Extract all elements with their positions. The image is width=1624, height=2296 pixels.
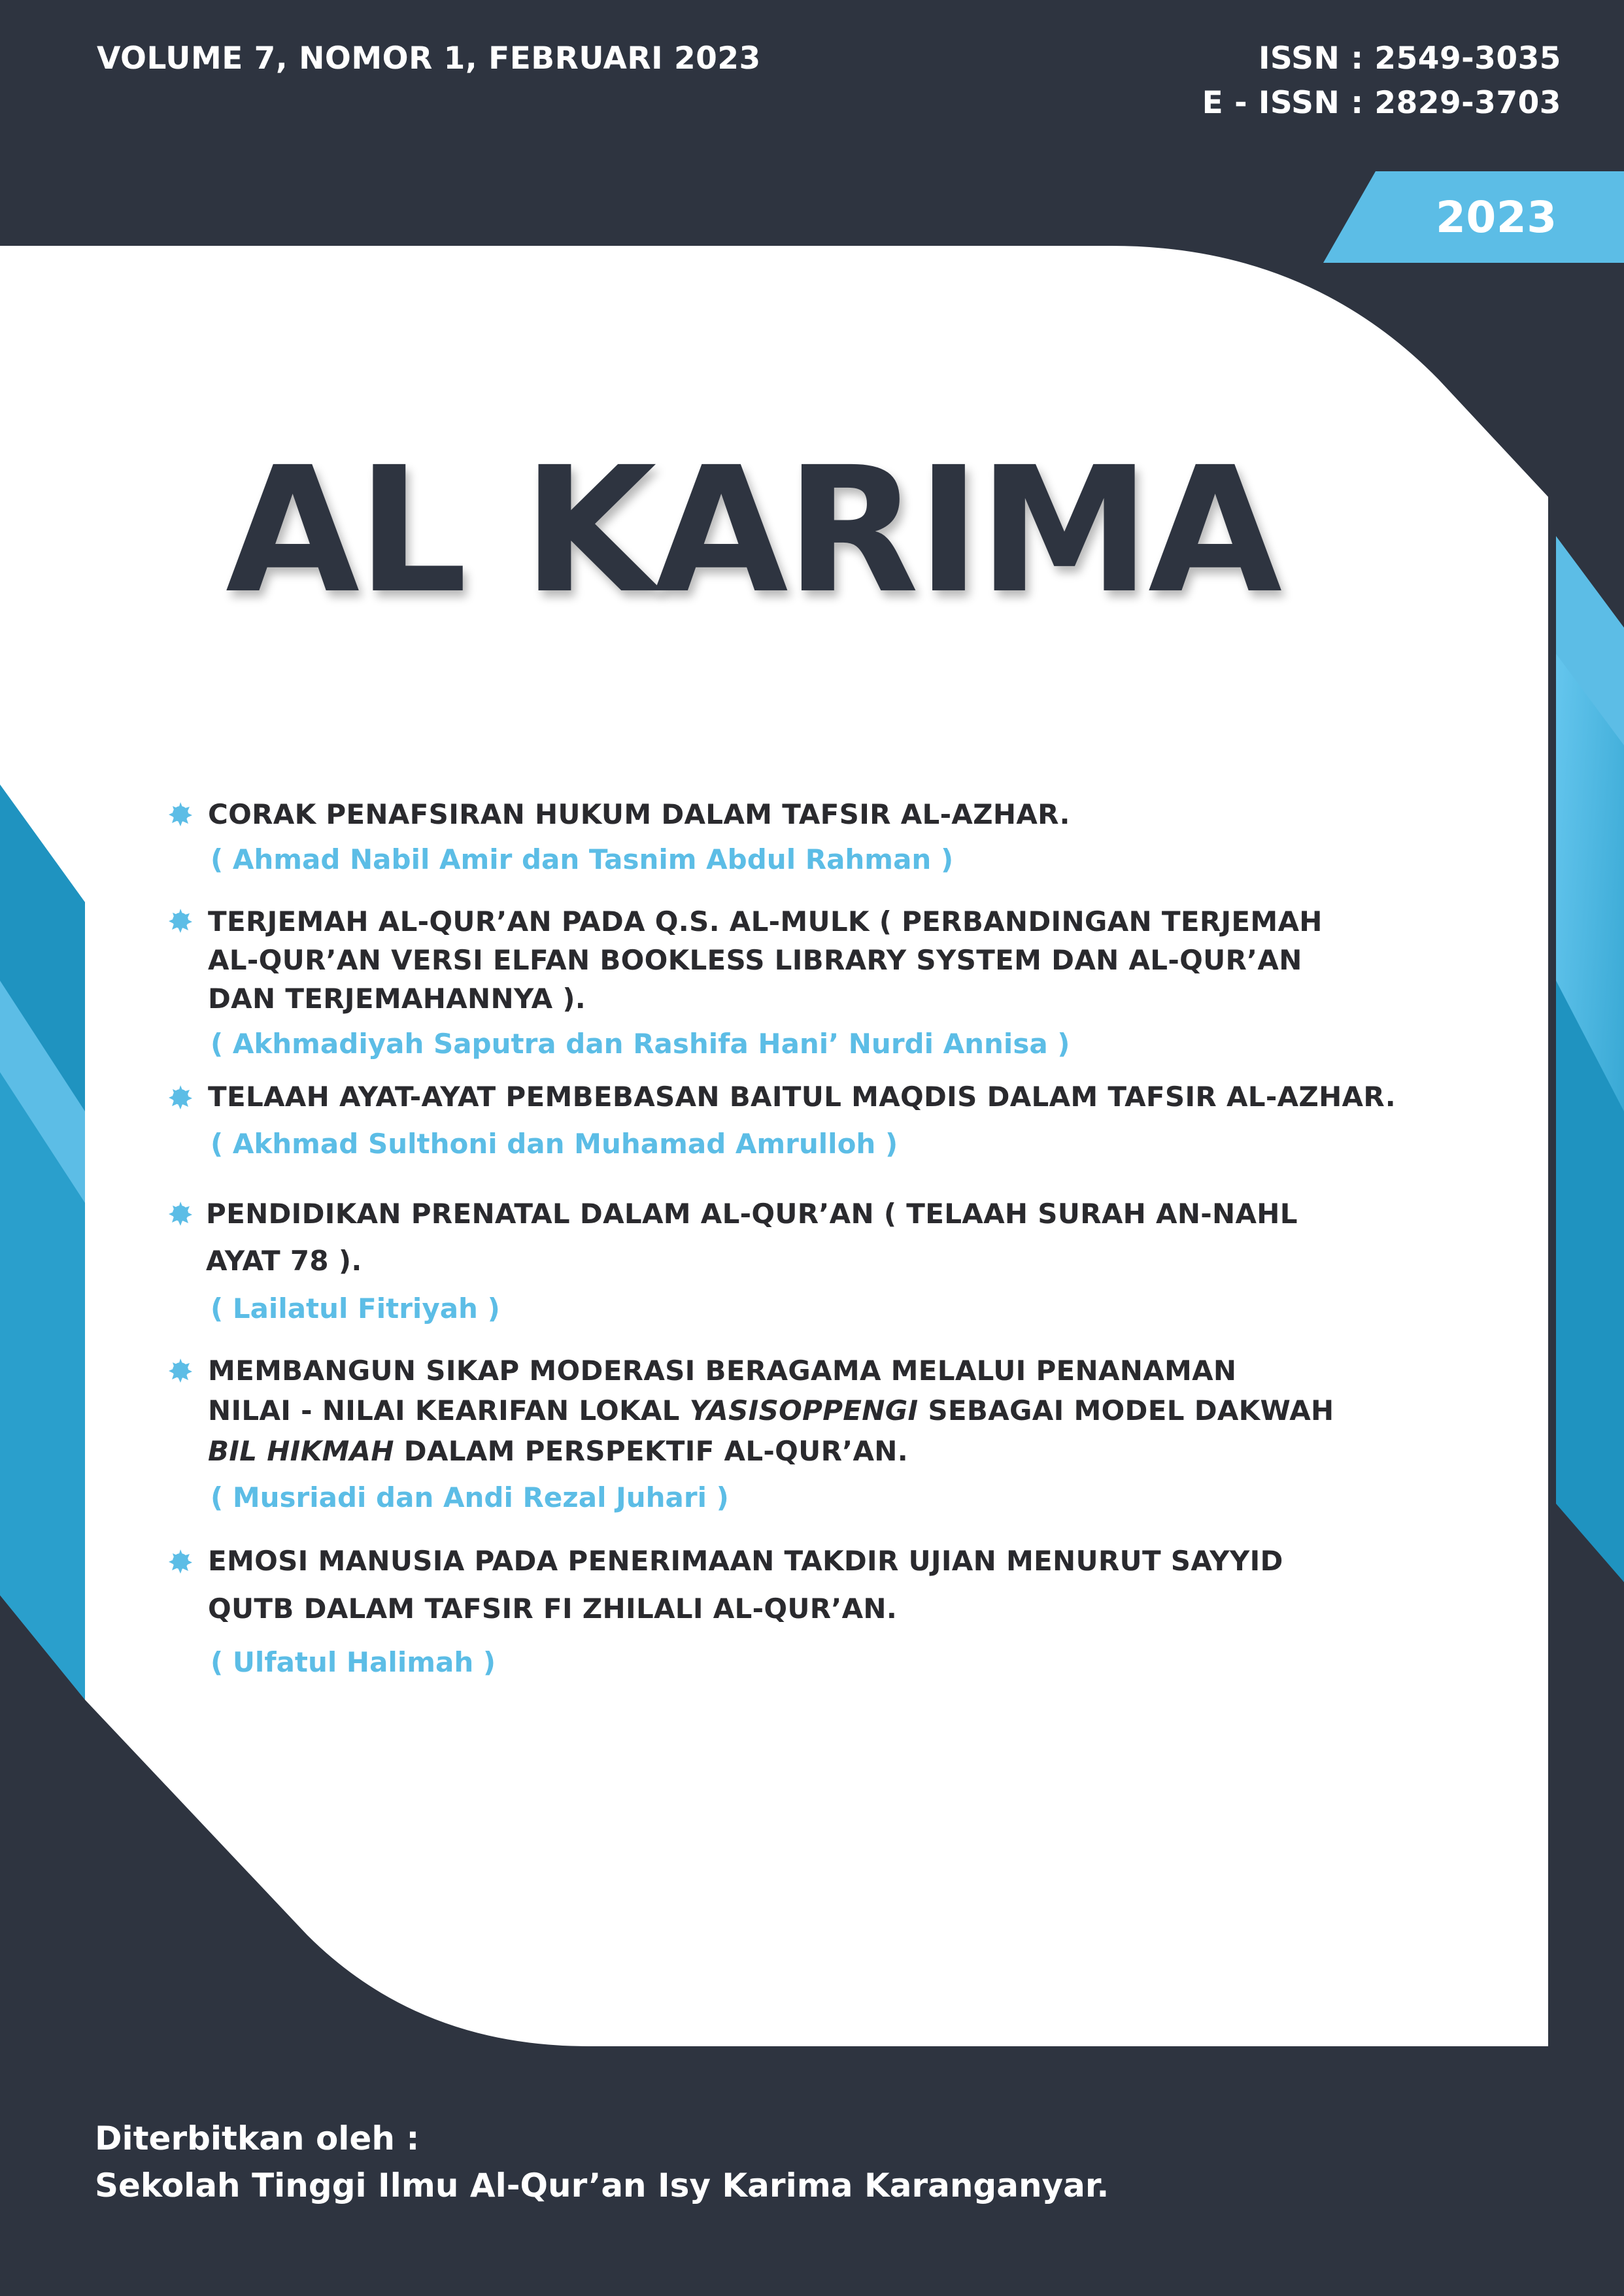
article-title: MEMBANGUN SIKAP MODERASI BERAGAMA MELALUI PENANAMAN xyxy=(208,1355,1237,1387)
year-badge-text: 2023 xyxy=(1436,192,1557,243)
journal-title: AL KARIMA xyxy=(226,430,1280,632)
issn-line: ISSN : 2549-3035 xyxy=(1258,41,1561,76)
title-text: DALAM PERSPEKTIF AL-QUR’AN. xyxy=(394,1435,908,1467)
article-title: EMOSI MANUSIA PADA PENERIMAAN TAKDIR UJIAN MENURUT SAYYID xyxy=(208,1545,1283,1577)
article-title: TELAAH AYAT-AYAT PEMBEBASAN BAITUL MAQDIS DALAM TAFSIR AL-AZHAR. xyxy=(208,1081,1396,1113)
article-authors: ( Akhmadiyah Saputra dan Rashifa Hani’ Nurdi Annisa ) xyxy=(211,1028,1070,1060)
eissn-line: E - ISSN : 2829-3703 xyxy=(1202,85,1561,121)
title-italic-text: BIL HIKMAH xyxy=(208,1435,394,1467)
article-title: AYAT 78 ). xyxy=(206,1245,362,1277)
publisher-name: Sekolah Tinggi Ilmu Al-Qur’an Isy Karima Karanganyar. xyxy=(95,2167,1109,2204)
article-title xyxy=(208,1435,908,1467)
right-stripes-decoration xyxy=(1556,536,1624,1582)
article-authors: ( Ahmad Nabil Amir dan Tasnim Abdul Rahman ) xyxy=(211,843,954,875)
article-title: CORAK PENAFSIRAN HUKUM DALAM TAFSIR AL-AZHAR. xyxy=(208,798,1070,830)
article-authors: ( Ulfatul Halimah ) xyxy=(211,1646,496,1678)
article-authors: ( Musriadi dan Andi Rezal Juhari ) xyxy=(211,1481,729,1513)
title-text: SEBAGAI MODEL DAKWAH xyxy=(918,1394,1334,1427)
publisher-label: Diterbitkan oleh : xyxy=(95,2119,420,2157)
volume-line: VOLUME 7, NOMOR 1, FEBRUARI 2023 xyxy=(97,41,761,76)
article-title: PENDIDIKAN PRENATAL DALAM AL-QUR’AN ( TELAAH SURAH AN-NAHL xyxy=(206,1198,1298,1230)
article-title: DAN TERJEMAHANNYA ). xyxy=(208,983,586,1015)
article-title: QUTB DALAM TAFSIR FI ZHILALI AL-QUR’AN. xyxy=(208,1593,898,1625)
article-title xyxy=(208,1394,1334,1427)
title-text: NILAI - NILAI KEARIFAN LOKAL xyxy=(208,1394,690,1427)
article-title: TERJEMAH AL-QUR’AN PADA Q.S. AL-MULK ( PERBANDINGAN TERJEMAH xyxy=(208,905,1323,937)
article-title: AL-QUR’AN VERSI ELFAN BOOKLESS LIBRARY SYSTEM DAN AL-QUR’AN xyxy=(208,944,1302,976)
title-italic-text: YASISOPPENGI xyxy=(689,1394,919,1427)
article-authors: ( Akhmad Sulthoni dan Muhamad Amrulloh ) xyxy=(211,1128,898,1160)
left-stripes-decoration xyxy=(0,771,85,1700)
article-authors: ( Lailatul Fitriyah ) xyxy=(211,1292,500,1325)
